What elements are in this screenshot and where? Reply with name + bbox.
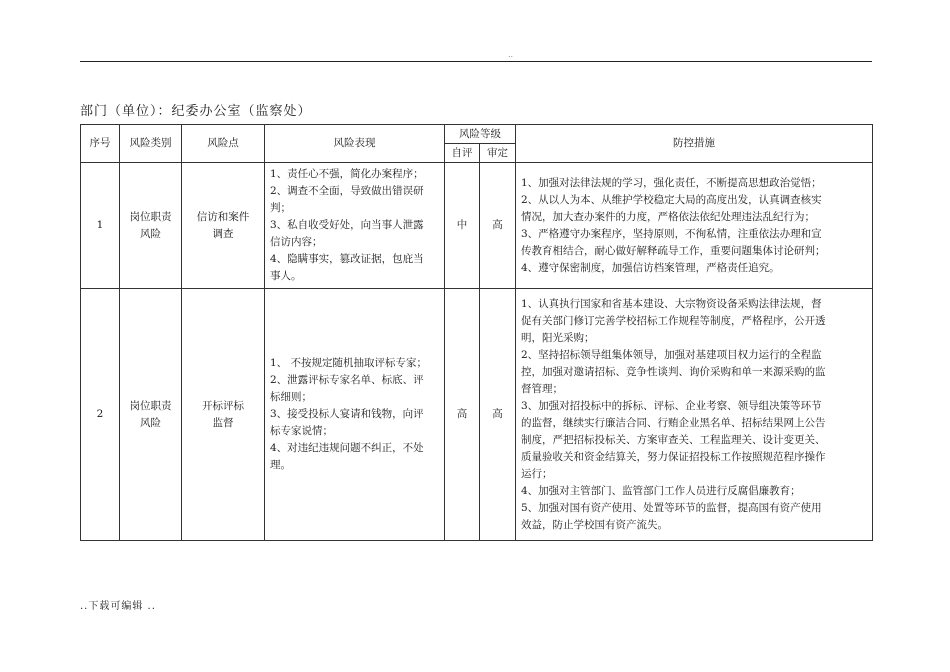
cell-manifest-line: 2、泄露评标专家名单、标底、评 [270, 374, 424, 386]
cell-self: 中 [445, 163, 480, 289]
header-category: 风险类别 [120, 125, 182, 163]
cell-point [182, 163, 265, 289]
cell-category-line: 岗位职责 [129, 210, 172, 223]
header-measures: 防控措施 [516, 125, 873, 163]
cell-manifest-line: 事人。 [270, 270, 302, 282]
header-marker: .. [508, 50, 514, 59]
cell-manifest-line: 4、对违纪违规问题不纠正，不处 [270, 442, 424, 454]
cell-manifest-line: 标专家说情； [270, 425, 333, 437]
header-review: 审定 [480, 144, 516, 163]
department-label: 部门（单位）：纪委办公室（监察处） [80, 104, 312, 119]
cell-measures [516, 289, 873, 541]
cell-manifest-line: 4、隐瞒事实，篡改证据，包庇当 [270, 253, 424, 265]
cell-manifest-line: 1、 不按规定随机抽取评标专家； [270, 357, 428, 369]
cell-measures-line: 2、坚持招标领导组集体领导，加强对基建项目权力运行的全程监 [521, 348, 822, 361]
cell-measures-line: 督管理； [521, 382, 563, 395]
header-seq: 序号 [81, 125, 120, 163]
cell-measures-line: 5、加强对国有资产使用、处置等环节的监督，提高国有资产使用 [521, 501, 822, 514]
cell-manifest-line: 1、责任心不强，简化办案程序； [270, 168, 424, 180]
cell-measures-line: 质量验收关和资金结算关，努力保证招投标工作按照规范程序操作 [521, 450, 826, 463]
cell-point-line: 信访和案件 [196, 210, 250, 223]
table-row [81, 163, 873, 289]
table-row [81, 289, 873, 541]
cell-measures-line: 明，阳光采购； [521, 331, 595, 344]
cell-point-line: 监督 [212, 416, 234, 429]
cell-measures-line: 3、严格遵守办案程序，坚持原则，不徇私情，注重依法办理和宣 [521, 227, 822, 240]
cell-measures-line: 传教育相结合，耐心做好解释疏导工作，重要问题集体讨论研判； [521, 244, 826, 257]
cell-review: 高 [480, 163, 516, 289]
cell-category-line: 岗位职责 [129, 399, 172, 412]
cell-measures-line: 4、加强对主管部门、监管部门工作人员进行反腐倡廉教育； [521, 484, 801, 497]
cell-manifest-line: 信访内容； [270, 236, 323, 248]
cell-category [120, 163, 182, 289]
cell-manifest-line: 标细则； [270, 391, 312, 403]
cell-manifest [265, 163, 445, 289]
cell-category [120, 289, 182, 541]
cell-measures-line: 效益，防止学校国有资产流失。 [521, 518, 668, 531]
header-self: 自评 [445, 144, 480, 163]
cell-point-line: 调查 [212, 227, 234, 240]
cell-manifest-line: 3、接受投标人宴请和钱物，向评 [270, 408, 424, 420]
cell-self: 高 [445, 289, 480, 541]
cell-manifest-line: 理。 [270, 459, 291, 471]
cell-measures-line: 运行； [521, 467, 553, 480]
header-level: 风险等级 [445, 125, 516, 144]
footer-text: ..下载可编辑 .. [80, 601, 156, 612]
cell-measures-line: 情况，加大查办案件的力度，严格依法依纪处理违法乱纪行为； [521, 210, 815, 223]
header-point: 风险点 [182, 125, 265, 163]
cell-point [182, 289, 265, 541]
cell-manifest-line: 判； [270, 202, 291, 214]
cell-measures-line: 1、加强对法律法规的学习，强化责任，不断提高思想政治觉悟； [521, 176, 822, 189]
cell-measures-line: 3、加强对招投标中的拆标、评标、企业考察、领导组决策等环节 [521, 399, 822, 412]
header-manifest: 风险表现 [265, 125, 445, 163]
cell-measures-line: 1、认真执行国家和省基本建设、大宗物资设备采购法律法规，督 [521, 297, 822, 310]
cell-category-line: 风险 [140, 416, 161, 429]
cell-measures-line: 4、遵守保密制度，加强信访档案管理，严格责任追究。 [521, 261, 780, 274]
header-rule [80, 61, 872, 62]
cell-review: 高 [480, 289, 516, 541]
cell-point-line: 开标评标 [202, 399, 244, 412]
cell-manifest-line: 2、调查不全面，导致做出错误研 [270, 185, 424, 197]
cell-measures-line: 2、从以人为本、从维护学校稳定大局的高度出发，认真调查核实 [521, 193, 822, 206]
cell-measures-line: 的监督，继续实行廉洁合同、行贿企业黑名单、招标结果网上公告 [521, 416, 826, 429]
cell-measures-line: 制度，严把招标投标关、方案审查关、工程监理关、设计变更关、 [521, 433, 826, 446]
cell-seq: 2 [81, 289, 120, 541]
cell-category-line: 风险 [140, 227, 161, 240]
cell-measures [516, 163, 873, 289]
cell-measures-line: 促有关部门修订完善学校招标工作规程等制度，严格程序，公开透 [521, 314, 826, 327]
cell-manifest-line: 3、私自收受好处，向当事人泄露 [270, 219, 424, 231]
cell-seq: 1 [81, 163, 120, 289]
cell-measures-line: 控，加强对邀请招标、竞争性谈判、询价采购和单一来源采购的监 [521, 365, 826, 378]
risk-table [80, 124, 873, 541]
cell-manifest [265, 289, 445, 541]
